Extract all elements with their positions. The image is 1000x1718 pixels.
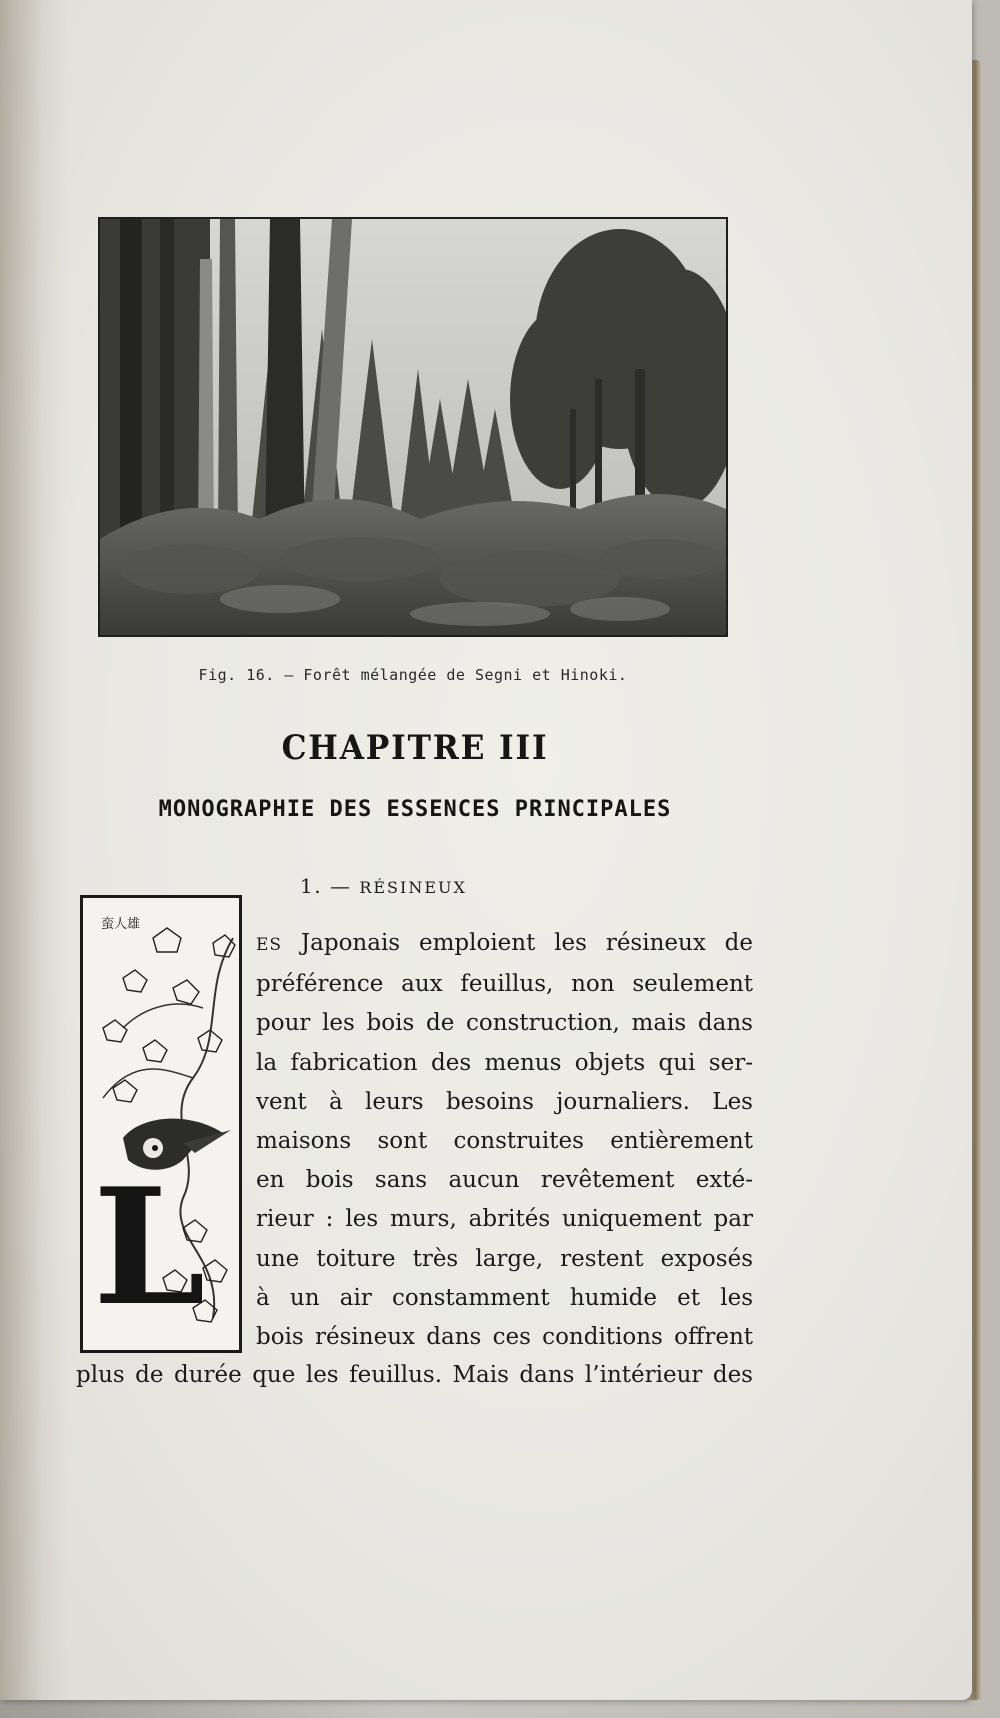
body-text xyxy=(256,924,753,1357)
dropcap-art xyxy=(83,898,239,1350)
seal-text: 蛮人雄 xyxy=(101,917,141,932)
page-gutter-shadow xyxy=(0,0,70,1700)
body-line: la fabrication des menus objets qui ser- xyxy=(256,1049,753,1076)
chapter-title: CHAPITRE III xyxy=(281,728,549,768)
dropcap-continuation: ES xyxy=(256,935,283,955)
body-line-last: plus de durée que les feuillus. Mais dans l’intérieur des xyxy=(76,1362,753,1388)
body-line: pour les bois de construction, mais dans xyxy=(256,1010,753,1037)
body-line: à un air constamment humide et les xyxy=(256,1284,753,1311)
section-name: RÉSINEUX xyxy=(359,878,467,897)
body-line: bois résineux dans ces conditions offrent xyxy=(256,1324,753,1351)
forest-illustration xyxy=(100,219,726,635)
body-line: en bois sans aucun revêtement exté- xyxy=(256,1167,753,1194)
chapter-subtitle: MONOGRAPHIE DES ESSENCES PRINCIPALES xyxy=(158,797,672,822)
body-line: préférence aux feuillus, non seulement xyxy=(256,971,753,998)
figure-caption: Fig. 16. — Forêt mélangée de Segni et Hinoki. xyxy=(198,666,628,684)
section-number: 1. — xyxy=(300,874,352,898)
body-line: une toiture très large, restent exposés xyxy=(256,1245,753,1272)
body-line: vent à leurs besoins journaliers. Les xyxy=(256,1088,753,1115)
body-line-first-text: Japonais emploient les résineux de xyxy=(300,930,753,956)
body-line: rieur : les murs, abrités uniquement par xyxy=(256,1206,753,1233)
body-line: maisons sont construites entièrement xyxy=(256,1128,753,1155)
forest-photograph xyxy=(98,217,728,637)
dropcap-illustration xyxy=(80,895,242,1353)
body-line-first xyxy=(256,924,753,965)
section-heading xyxy=(300,874,600,898)
dropcap-letter: L xyxy=(93,1153,206,1341)
